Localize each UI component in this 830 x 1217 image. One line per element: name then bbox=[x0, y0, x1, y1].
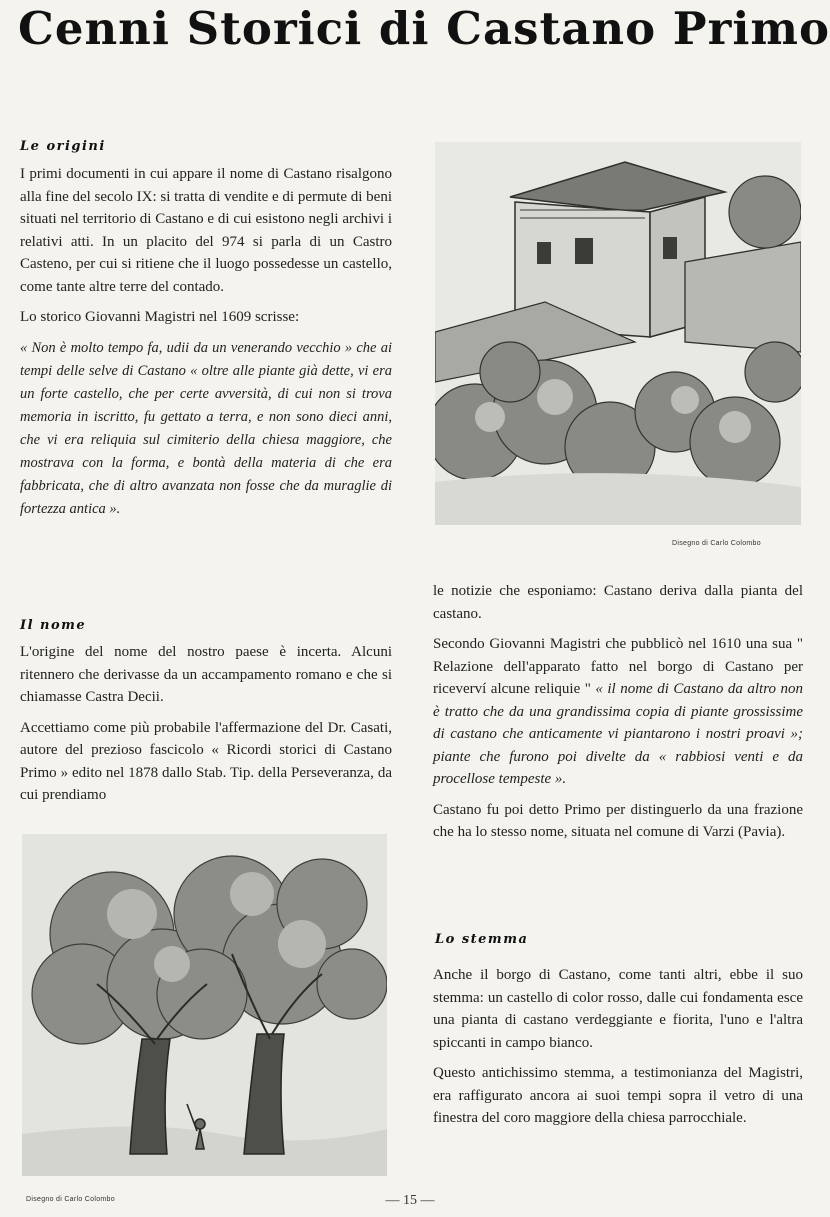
heading-il-nome: Il nome bbox=[20, 618, 87, 633]
heading-lo-stemma: Lo stemma bbox=[435, 932, 529, 947]
tower-drawing bbox=[435, 142, 801, 525]
paragraph: Anche il borgo di Castano, come tanti altri, ebbe il suo stemma: un castello di color rosso, dalle cui fondamenta esce una pianta di castano verdeggiante e fiorita, l'uno e l'altra spiccanti in campo bianco. bbox=[433, 967, 803, 1051]
paragraph: Lo storico Giovanni Magistri nel 1609 scrisse: bbox=[20, 309, 300, 325]
trees-drawing bbox=[22, 834, 387, 1176]
magistri-intro: Secondo Giovanni Magistri che pubblicò nel 1610 una sua " Relazione dell'apparato fatto nel borgo di Castano per riceverví alcune reliquie " bbox=[433, 636, 803, 697]
paragraph: Accettiamo come più probabile l'affermazione del Dr. Casati, autore del prezioso fascicolo « Ricordi storici di Castano Primo » edito nel 1878 dallo Stab. Tip. della Perseveranza, da cui prendiamo bbox=[20, 719, 392, 803]
page-number: — 15 — bbox=[385, 1193, 435, 1208]
paragraph: Castano fu poi detto Primo per distinguerlo da una frazione che ha lo stesso nome, situata nel comune di Varzi (Pavia). bbox=[433, 801, 803, 840]
section-stemma bbox=[433, 964, 803, 1138]
trees-illustration bbox=[22, 834, 387, 1176]
caption-tower: Disegno di Carlo Colombo bbox=[672, 540, 761, 547]
heading-le-origini: Le origini bbox=[20, 139, 106, 154]
paragraph: Questo antichissimo stemma, a testimonianza del Magistri, era raffigurato ancora ai suoi tempi sopra il vetro di una finestra del coro maggiore della chiesa parrocchiale. bbox=[433, 1065, 803, 1126]
castle-tower-illustration bbox=[435, 142, 801, 525]
section-origini bbox=[20, 163, 392, 529]
section-nome bbox=[20, 641, 392, 815]
paragraph: le notizie che esponiamo: Castano deriva dalla pianta del castano. bbox=[433, 583, 803, 622]
caption-trees: Disegno di Carlo Colombo bbox=[26, 1196, 115, 1203]
paragraph-magistri bbox=[433, 633, 803, 791]
quote-magistri-1609: « Non è molto tempo fa, udii da un venerando vecchio » che ai tempi delle selve di Castano « oltre alle piante già dette, vi era un forte castello, che per certe avversità, di cui non si trova memoria in iscritto, fu gettato a terra, e non sono dieci anni, che vi era reliquia sul cimiterio della chiesa maggiore, che mostrava con la forma, e bontà della materia di che era fabbricata, che di altro avanzata non fosse che da muraglie di fortezza antica ». bbox=[20, 339, 392, 517]
page-title: Cenni Storici di Castano Primo bbox=[18, 2, 830, 55]
magistri-quote: « il nome di Castano da altro non è tratto che da una grandissima copia di piante grossissime di castano che anticamente vi piantarono i nostri proavi »; piante che furono poi divelte da « rabbiosi venti e da procellose tempeste ». bbox=[433, 681, 803, 787]
paragraph: I primi documenti in cui appare il nome di Castano risalgono alla fine del secolo IX: si tratta di vendite e di permute di beni situati nel territorio di Castano e di cui esistono negli archivi i relativi atti. In un placito del 974 si parla di un Castro Casteno, per cui si ritiene che il luogo possedesse un castello, come tante altre terre del contado. bbox=[20, 166, 392, 295]
section-nome-continued bbox=[433, 580, 803, 852]
paragraph: L'origine del nome del nostro paese è incerta. Alcuni ritennero che derivasse da un accampamento romano e che si chiamasse Castra Decii. bbox=[20, 644, 392, 705]
